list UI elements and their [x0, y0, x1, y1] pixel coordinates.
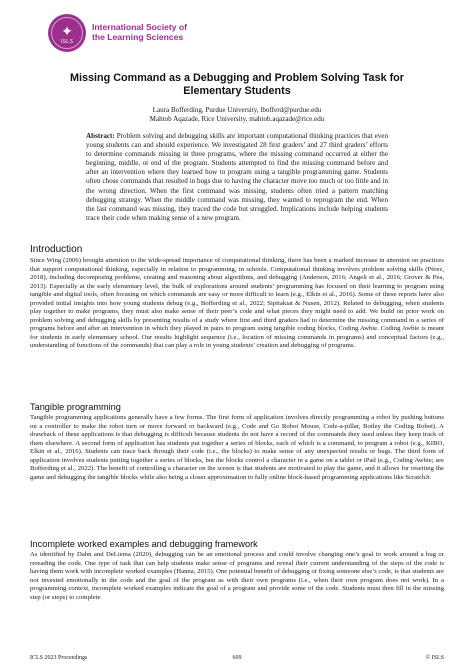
- section-heading-introduction: Introduction: [30, 244, 83, 255]
- author-2: Mahtob Aqazade, Rice University, mahtob.aqazade@rice.edu: [149, 115, 325, 123]
- org-line-1: International Society of: [92, 22, 188, 32]
- logo-seal-text: ISLS: [60, 39, 74, 45]
- abstract-label: Abstract:: [86, 132, 115, 140]
- isls-logo-icon: [48, 14, 86, 52]
- section-text-incomplete-worked-examples: As identified by Dahn and DeLiema (2020), debugging can be an emotional process and could involve changing one’s goal to work around a bug or rereading the code. One type of task that can help students make sense of programs and reveal their current understanding of the steps of the code is having them work with incomplete worked examples (Hanna, 2015). One potential benefit of debugging or fixing someone else’s code, is that students are not invested emotionally in the code and the goal of the program as with their own programs (i.e., when their own program does not work). In a programming context, incomplete worked examples indicate the goal of a program and provide some of the code. Students must then fill in the missing step (or steps) to complete: [30, 551, 444, 601]
- abstract-text: Problem solving and debugging skills are important computational thinking practices that even young students can and should experience. We investigated 28 first graders’ and 27 third graders’ efforts to determine commands missing in three programs, where the missing command occurred at either the beginning, middle, or end of the program. Students attempted to find the missing command before and after an intervention where they learned how to program using a tangible programming game. Students often chose commands that resulted in bugs due to having the character move too much or too little and in the wrong direction. When the first command was missing, students often tried a pattern matching debugging strategy. When the middle command was missing, they wanted to reprogram the end. When the last command was missing, they traced the code but struggled. Implications include helping students trace their code when making sense of a new program.: [86, 132, 388, 222]
- org-line-2: the Learning Sciences: [92, 32, 184, 42]
- footer-proceedings: ICLS 2023 Proceedings: [30, 655, 88, 661]
- section-text-introduction: Since Wing (2006) brought attention to the wide-spread importance of computational thinking, there has been a marked increase in attention on practices that support computational thinking, especially in relation to programming, in schools. Computational thinking involves problem solving skills (Pérez, 2018), including decomposing problems, creating and reasoning about algorithms, and debugging (Anderson, 2016; Angeli et al., 2016; Grover & Pea, 2013). Especially at the early elementary level, the bulk of explorations around students’ programming has focused on their learning to program using tangible and digital tools, often focusing on which commands are easy or more difficult to learn (e.g., Elkin et al., 2016). Some of these reports have also provided initial insights into how young students debug (e.g., Bofferding et al., 2022; Sipitakiat & Nusen, 2012). Related to debugging, when students play together to make programs, they must also make sense of their peer’s code and what pieces they might need to add. We build on prior work on problem solving and debugging skills by presenting results of a study where first and third graders had to determine the missing command in a series of programs before and after an intervention in which they played in pairs to program using tangible coding blocks, Coding Awbie. Coding Awbie is meant for students in early elementary school. Our results highlight sequence (i.e., location of missing commands in programs) and conceptual factors (e.g., understanding of functions of the commands) that can play a role in young students’ creation and debugging of programs.: [30, 257, 444, 350]
- footer-copyright: © ISLS: [425, 655, 444, 661]
- author-block: [40, 106, 434, 124]
- footer-page-number: 609: [232, 655, 242, 661]
- section-text-tangible-programming: Tangible programming applications generally have a few forms. The first form of application involves directly programming a robot by pushing buttons on a controller to make the robot turn or move forward or backward (e.g., Code and Go Robot Mouse, Code-a-pillar, Botley the Coding Robot). A drawback of these applications is that debugging is difficult because students do not have a record of the commands they used unless they keep track of them elsewhere. A second form of application has students put together a series of blocks, each of which is a command, to program a robot (e.g., KIBO, Elkin et al., 2016). Students can trace back through their code (i.e., the blocks) to make sense of any unexpected results or bugs. The third form of application involves students putting together a series of blocks, but the blocks control a character in a game on a tablet or iPad (e.g., Coding Awbie; see Bofferding et al., 2022). The benefit of controlling a character on the screen is that students are motivated to play the game, and it allows for resetting the game and debugging the tangible blocks while also being a closer approximation to fully online block-based programming applications like ScratchJr.: [30, 414, 444, 481]
- logo-symbol: ✦: [61, 24, 73, 40]
- paper-title: [40, 72, 434, 98]
- title-line-1: Missing Command as a Debugging and Problem Solving Task for: [70, 72, 404, 84]
- page-header: [0, 0, 474, 62]
- abstract: [86, 132, 388, 223]
- section-heading-tangible-programming: Tangible programming: [30, 402, 121, 412]
- author-1: Laura Bofferding, Purdue University, lbofferd@purdue.edu: [152, 106, 322, 114]
- section-heading-incomplete-worked-examples: Incomplete worked examples and debugging framework: [30, 539, 258, 549]
- page-footer: [30, 654, 444, 663]
- title-line-2: Elementary Students: [183, 85, 291, 97]
- organization-name: [92, 22, 187, 42]
